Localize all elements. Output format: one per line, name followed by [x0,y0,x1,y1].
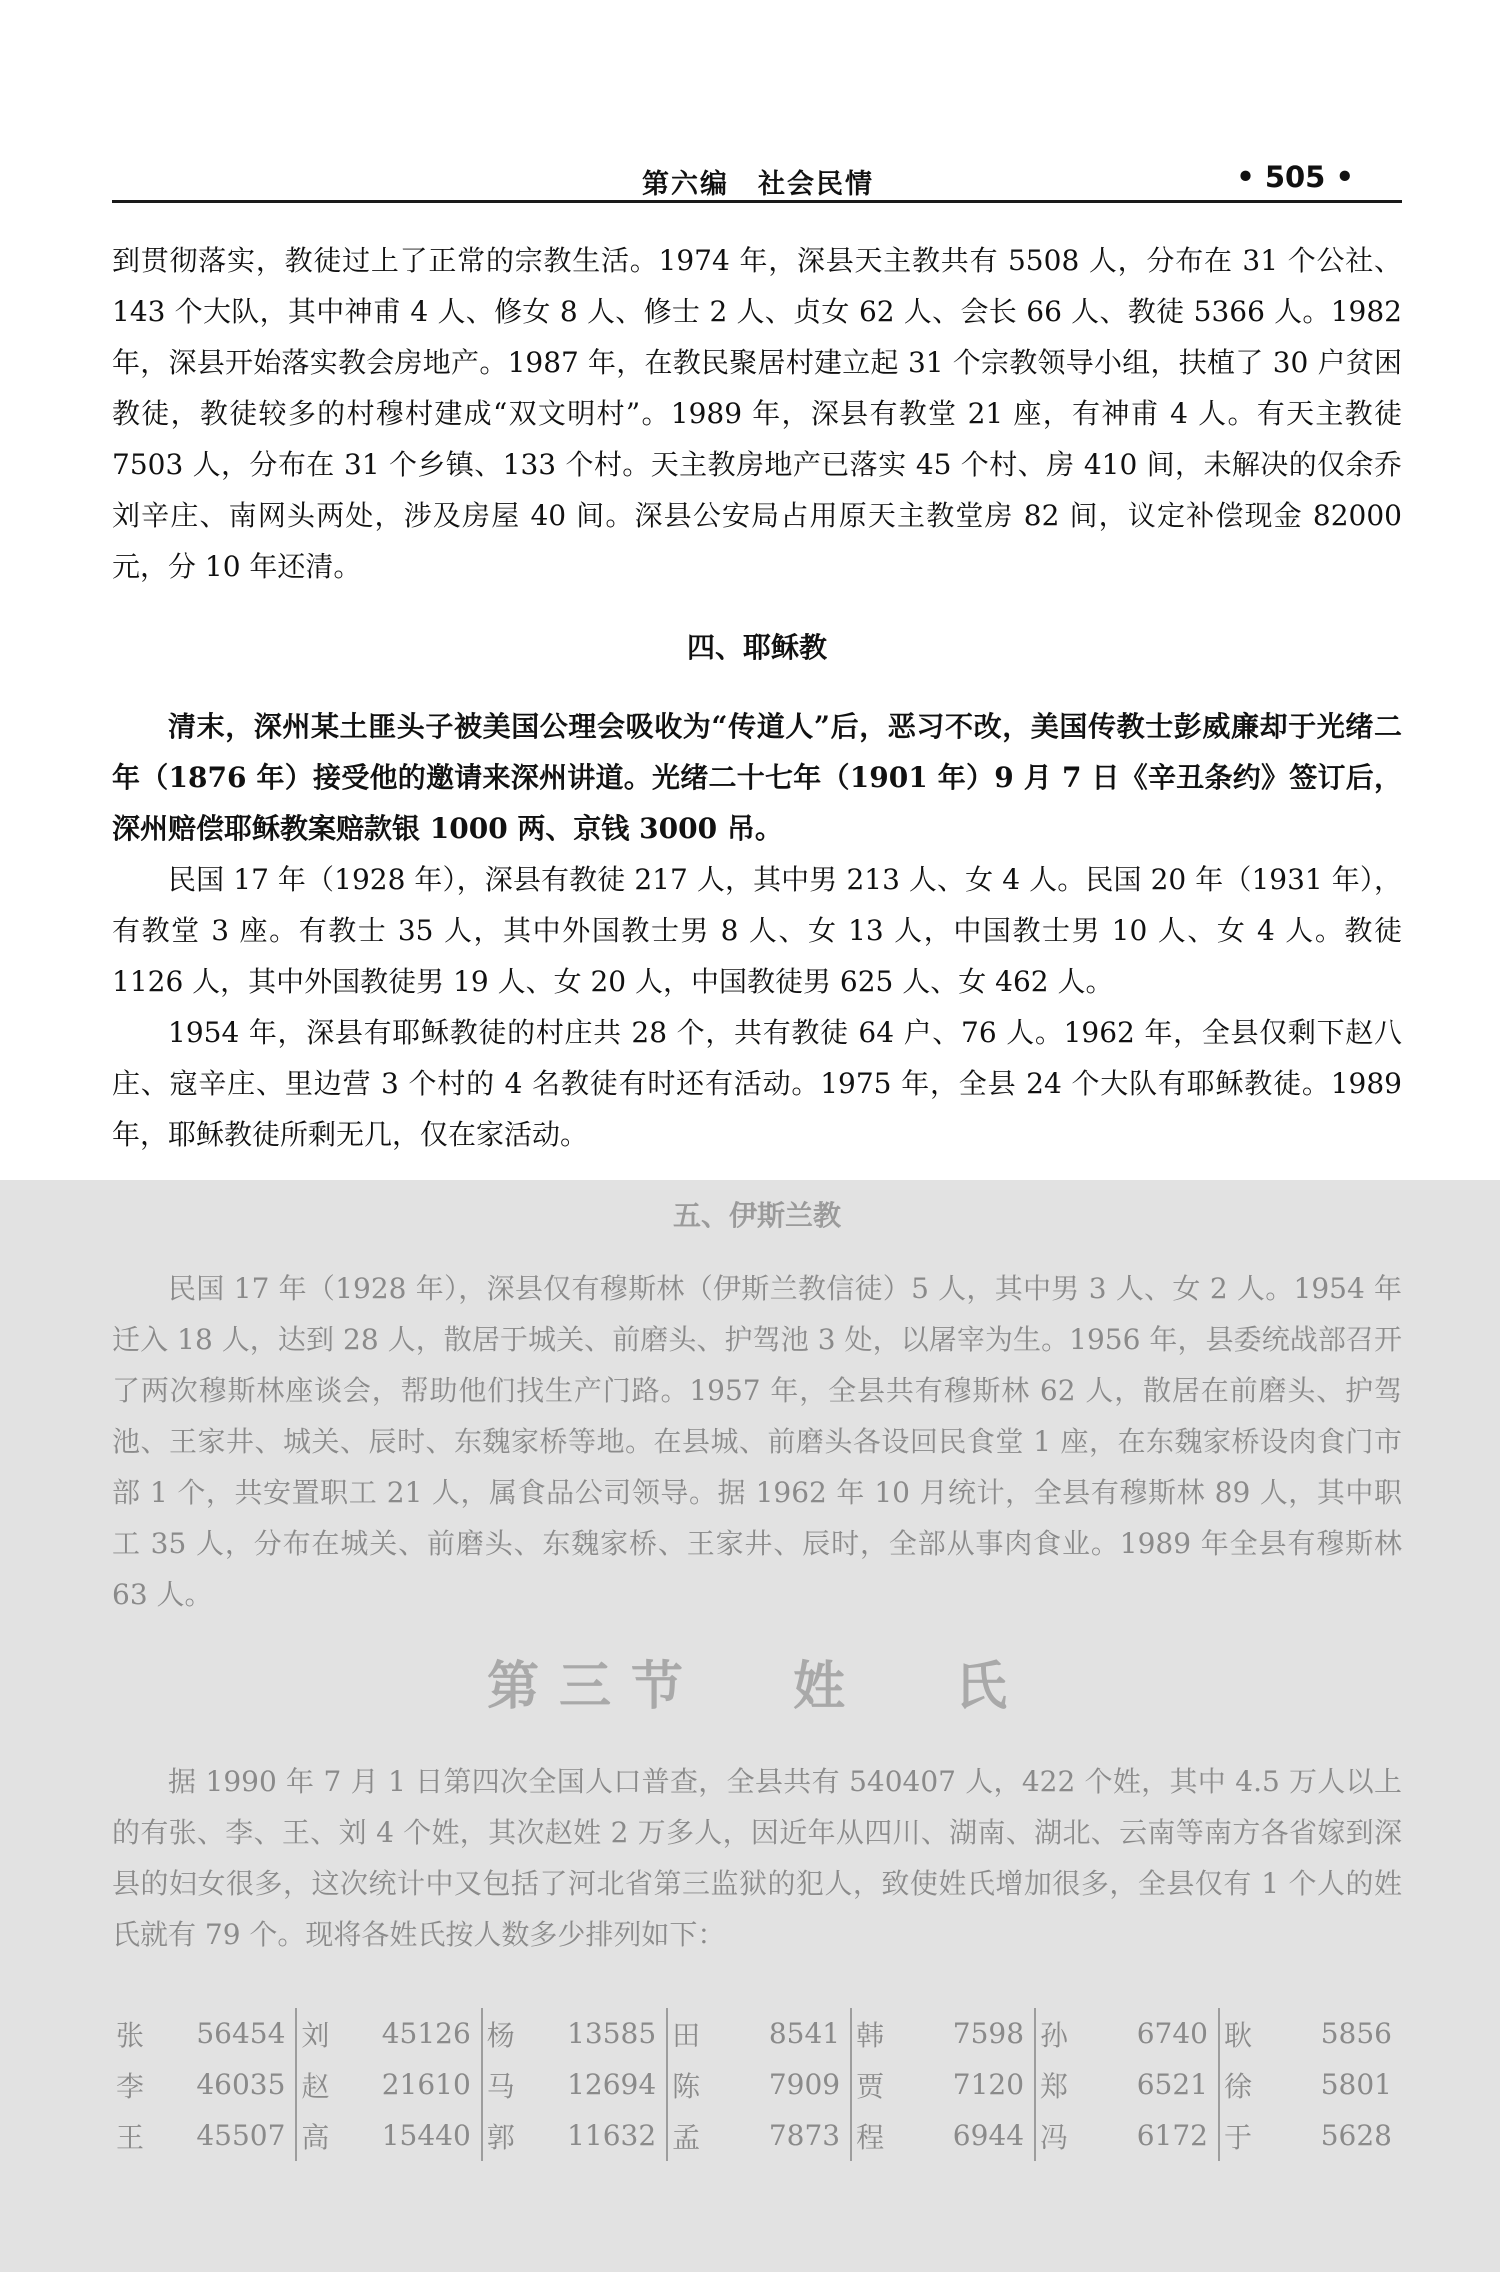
paragraph-1954: 1954 年，深县有耶稣教徒的村庄共 28 个，共有教徒 64 户、76 人。1962 年，全县仅剩下赵八庄、寇辛庄、里边营 3 个村的 4 名教徒有时还有活动。1975 年，全县 24 个大队有耶稣教徒。1989 年，耶稣教徒所剩无几，仅在家活动。 [112,1016,1402,1151]
section-title-char-1: 姓 [792,1657,865,1717]
surname-cell: 耿 [1223,2018,1252,2052]
surname-cell: 于 [1223,2120,1252,2154]
surname-count-cell: 7120 [904,2059,1035,2110]
surname-cell: 赵 [301,2069,330,2103]
surname-count-cell: 13585 [535,2008,667,2059]
surname-cell: 马 [486,2069,515,2103]
surname-count-cell: 6944 [904,2110,1035,2161]
surname-cell: 程 [856,2120,885,2154]
surname-count-cell: 21610 [350,2059,482,2110]
upper-text-block [112,235,1402,1160]
surname-count-cell: 7909 [720,2059,851,2110]
surname-cell: 郑 [1040,2069,1069,2103]
surname-count-cell: 45507 [164,2110,296,2161]
surname-cell: 杨 [486,2018,515,2052]
surname-cell: 贾 [856,2069,885,2103]
paragraph-late-qing: 清末，深州某土匪头子被美国公理会吸收为“传道人”后，恶习不改，美国传教士彭威廉却于光绪二年（1876 年）接受他的邀请来深州讲道。光绪二十七年（1901 年）9 月 7 日《辛丑条约》签订后，深州赔偿耶稣教案赔款银 1000 两、京钱 3000 吊。 [112,710,1402,845]
surname-cell: 刘 [301,2018,330,2052]
surname-cell: 张 [116,2018,145,2052]
section-heading-islam: 五、伊斯兰教 [672,1199,841,1232]
surname-cell: 高 [301,2120,330,2154]
section-heading-protestantism: 四、耶稣教 [686,631,827,664]
surname-cell: 郭 [486,2120,515,2154]
surname-count-cell: 6740 [1088,2008,1219,2059]
surname-count-cell: 7598 [904,2008,1035,2059]
surname-cell: 孙 [1040,2018,1069,2052]
page-header [112,160,1402,203]
surname-table [112,2008,1402,2161]
surname-count-cell: 45126 [350,2008,482,2059]
surname-cell: 韩 [856,2018,885,2052]
lower-text-block [112,1180,1402,2161]
paragraph-census: 据 1990 年 7 月 1 日第四次全国人口普查，全县共有 540407 人，422 个姓，其中 4.5 万人以上的有张、李、王、刘 4 个姓，其次赵姓 2 万多人，因近年从四川、湖南、湖北、云南等南方各省嫁到深县的妇女很多，这次统计中又包括了河北省第三监狱的犯人，致使姓氏增加很多，全县仅有 1 个人的姓氏就有 79 个。现将各姓氏按人数多少排列如下： [112,1765,1402,1951]
table-row [112,2110,1402,2161]
surname-count-cell: 5801 [1320,2068,1392,2101]
surname-cell: 田 [672,2018,701,2052]
surname-count-cell: 5856 [1320,2017,1392,2050]
surname-cell: 李 [116,2069,145,2103]
table-row [112,2059,1402,2110]
paragraph-islam: 民国 17 年（1928 年），深县仅有穆斯林（伊斯兰教信徒）5 人，其中男 3 人、女 2 人。1954 年迁入 18 人，达到 28 人，散居于城关、前磨头、护驾池 3 处，以屠宰为生。1956 年，县委统战部召开了两次穆斯林座谈会，帮助他们找生产门路。1957 年，全县共有穆斯林 62 人，散居在前磨头、护驾池、王家井、城关、辰时、东魏家桥等地。在县城、前磨头各设回民食堂 1 座，在东魏家桥设肉食门市部 1 个，共安置职工 21 人，属食品公司领导。据 1962 年 10 月统计，全县有穆斯林 89 人，其中职工 35 人，分布在城关、前磨头、东魏家桥、王家井、辰时，全部从事肉食业。1989 年全县有穆斯林 63 人。 [112,1272,1402,1611]
surname-count-cell: 15440 [350,2110,482,2161]
surname-count-cell: 11632 [535,2110,667,2161]
surname-count-cell: 7873 [720,2110,851,2161]
table-row [112,2008,1402,2059]
surname-count-cell: 6521 [1088,2059,1219,2110]
paragraph-republic-era: 民国 17 年（1928 年），深县有教徒 217 人，其中男 213 人、女 4 人。民国 20 年（1931 年），有教堂 3 座。有教士 35 人，其中外国教士男 8 人、女 13 人，中国教士男 10 人、女 4 人。教徒 1126 人，其中外国教徒男 19 人、女 20 人，中国教徒男 625 人、女 462 人。 [112,863,1402,998]
section-title-number: 第三节 [486,1657,703,1717]
surname-count-cell: 5628 [1320,2119,1392,2152]
surname-count-cell: 46035 [164,2059,296,2110]
section-title-char-2: 氏 [955,1657,1028,1717]
surname-count-cell: 12694 [535,2059,667,2110]
surname-cell: 徐 [1223,2069,1252,2103]
surname-cell: 孟 [672,2120,701,2154]
surname-cell: 王 [116,2120,145,2154]
running-head-section: 第六编 社会民情 [642,169,874,200]
surname-count-cell: 8541 [720,2008,851,2059]
page-number: • 505 • [1236,160,1354,194]
surname-count-cell: 6172 [1088,2110,1219,2161]
surname-count-cell: 56454 [164,2008,296,2059]
surname-cell: 陈 [672,2069,701,2103]
paragraph-continuation: 到贯彻落实，教徒过上了正常的宗教生活。1974 年，深县天主教共有 5508 人，分布在 31 个公社、143 个大队，其中神甫 4 人、修女 8 人、修士 2 人、贞女 62 人、会长 66 人、教徒 5366 人。1982 年，深县开始落实教会房地产。1987 年，在教民聚居村建立起 31 个宗教领导小组，扶植了 30 户贫困教徒，教徒较多的村穆村建成“双文明村”。1989 年，深县有教堂 21 座，有神甫 4 人。有天主教徒 7503 人，分布在 31 个乡镇、133 个村。天主教房地产已落实 45 个村、房 410 间，未解决的仅余乔刘辛庄、南网头两处，涉及房屋 40 间。深县公安局占用原天主教堂房 82 间，议定补偿现金 82000 元，分 10 年还清。 [112,244,1402,583]
surname-cell: 冯 [1040,2120,1069,2154]
chapter-section-title [112,1652,1402,1722]
